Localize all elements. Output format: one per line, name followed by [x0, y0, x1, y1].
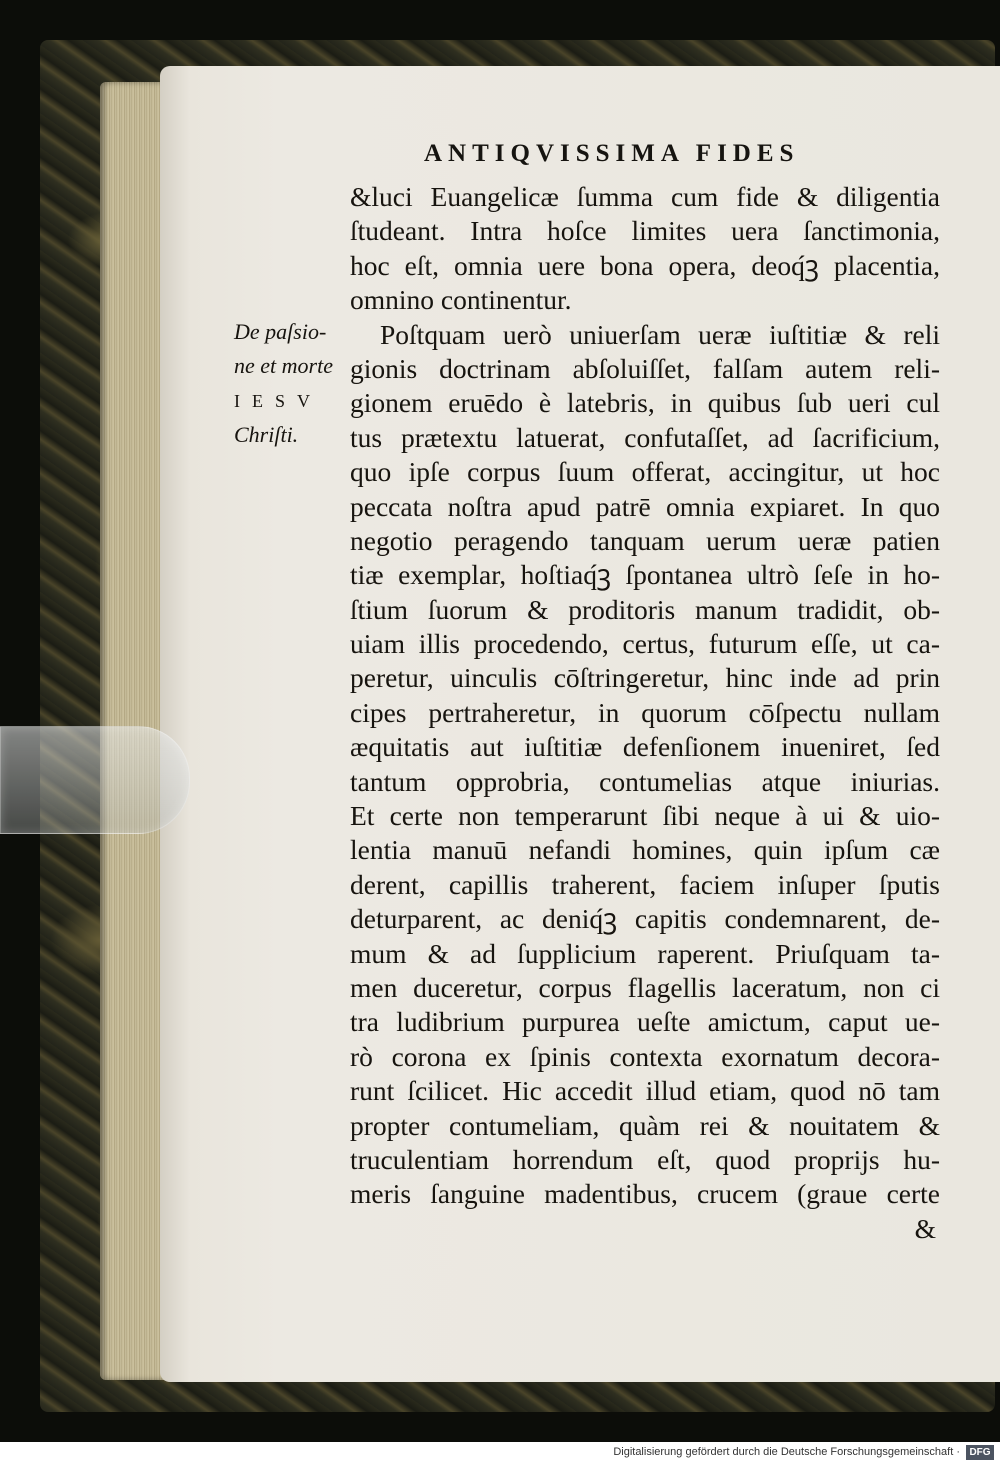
- text-line: Et certe non temperarunt ſibi neque à ui & uio-: [350, 800, 940, 832]
- text-line: ſtudeant. Intra hoſce limites uera ſanctimonia,: [350, 215, 940, 247]
- margin-note: [234, 315, 354, 453]
- margin-note-line: Chriſti.: [234, 422, 299, 448]
- text-line: gionis doctrinam abſoluiſſet, falſam autem reli-: [350, 352, 940, 384]
- text-line: mum & ad ſupplicium raperent. Priuſquam ta-: [350, 937, 940, 969]
- text-line: quo ipſe corpus ſuum offerat, accingitur, ut hoc: [350, 456, 940, 488]
- text-line: Poſtquam uerò uniuerſam ueræ iuſtitiæ & reli: [380, 318, 940, 350]
- text-line: tiæ exemplar, hoſtiaq́ꝫ ſpontanea ultrò ſeſe in ho-: [350, 559, 940, 591]
- text-line: men duceretur, corpus flagellis laceratum, non ci: [350, 971, 940, 1003]
- text-line: æquitatis aut iuſtitiæ defenſionem inueniret, ſed: [350, 731, 940, 763]
- text-line: runt ſcilicet. Hic accedit illud etiam, quod nō tam: [350, 1075, 940, 1107]
- margin-note-line: ne et morte: [234, 353, 333, 379]
- text-line: peccata noſtra apud patrē omnia expiaret. In quo: [350, 490, 940, 522]
- text-line: tus prætextu latuerat, confutaſſet, ad ſacrificium,: [350, 421, 940, 453]
- text-line: gionem eruēdo è latebris, in quibus ſub ueri cul: [350, 387, 940, 419]
- margin-note-line: IESV: [234, 390, 322, 411]
- text-line: hoc eſt, omnia uere bona opera, deoq́ꝫ placentia,: [350, 249, 940, 281]
- text-line: rò corona ex ſpinis contexta exornatum decora-: [350, 1040, 940, 1072]
- body-text: [350, 180, 940, 1246]
- page-clip: [0, 726, 190, 834]
- running-header: ANTIQVISSIMA FIDES: [424, 140, 800, 167]
- text-line: deturparent, ac deniq́ꝫ capitis condemnarent, de-: [350, 903, 940, 935]
- text-line: cipes pertraheretur, in quorum cōſpectu nullam: [350, 696, 940, 728]
- text-line: truculentiam horrendum eſt, quod proprijs hu-: [350, 1143, 940, 1175]
- text-line: omnino continentur.: [350, 284, 572, 316]
- text-line: negotio peragendo tanquam uerum ueræ patien: [350, 524, 940, 556]
- dfg-logo: DFG: [966, 1445, 994, 1460]
- text-line: derent, capillis traherent, faciem inſuper ſputis: [350, 868, 940, 900]
- text-line: ſtium ſuorum & proditoris manum tradidit, ob-: [350, 593, 940, 625]
- text-line: uiam illis procedendo, certus, futurum eſſe, ut ca-: [350, 628, 940, 660]
- footer-bar: [0, 1442, 1000, 1466]
- text-line: peretur, uinculis cōſtringeretur, hinc inde ad prin: [350, 662, 940, 694]
- footer-credit: Digitalisierung gefördert durch die Deutsche Forschungsgemeinschaft ·: [613, 1446, 960, 1458]
- text-line: &luci Euangelicæ ſumma cum fide & diligentia: [350, 181, 940, 212]
- text-line: propter contumeliam, quàm rei & nouitatem &: [350, 1109, 940, 1141]
- margin-note-line: De paſsio-: [234, 319, 327, 344]
- text-line: tra ludibrium purpurea ueſte amictum, caput ue-: [350, 1006, 940, 1038]
- catchword: &: [914, 1212, 936, 1244]
- text-line: lentia manuū nefandi homines, quin ipſum cæ: [350, 834, 940, 866]
- text-line: meris ſanguine madentibus, crucem (graue certe: [350, 1178, 940, 1210]
- text-line: tantum opprobria, contumelias atque iniurias.: [350, 765, 940, 797]
